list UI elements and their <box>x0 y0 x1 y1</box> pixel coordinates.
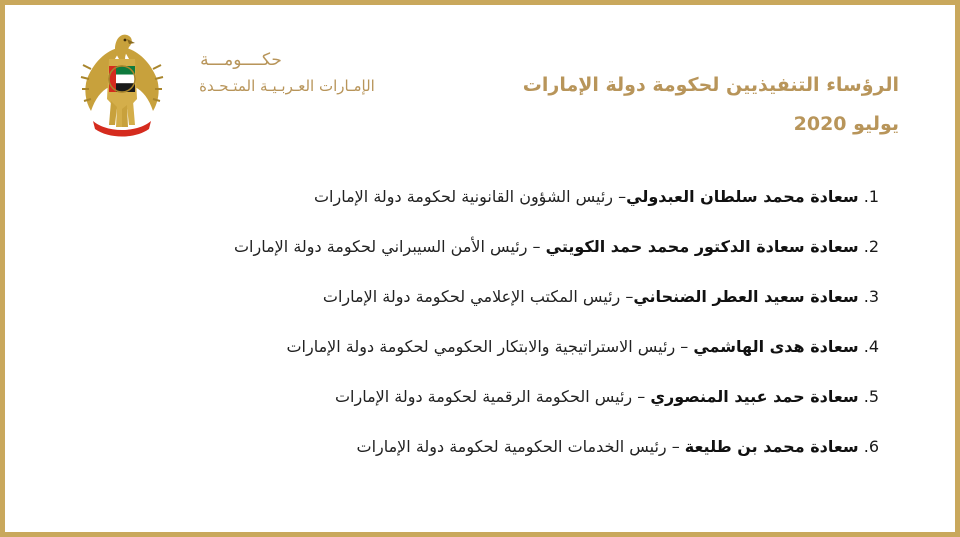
item-role: – رئيس الاستراتيجية والابتكار الحكومي لحكومة دولة الإمارات <box>286 337 694 356</box>
item-role: – رئيس المكتب الإعلامي لحكومة دولة الإمارات <box>322 287 634 306</box>
list-item <box>239 383 879 433</box>
item-number: 1. <box>863 187 879 206</box>
item-name: سعادة محمد بن طليعة <box>684 437 859 456</box>
item-role: – رئيس الخدمات الحكومية لحكومة دولة الإمارات <box>356 437 685 456</box>
list-item <box>239 183 879 233</box>
item-name: سعادة سعادة الدكتور محمد حمد الكويتي <box>545 237 859 256</box>
uae-emblem-falcon-icon <box>79 29 165 137</box>
item-number: 4. <box>863 337 879 356</box>
item-name: سعادة سعيد العطر الضنحاني <box>633 287 859 306</box>
list-item <box>239 283 879 333</box>
page-title: الرؤساء التنفيذيين لحكومة دولة الإمارات <box>522 74 899 96</box>
item-name: سعادة محمد سلطان العبدولي <box>626 187 859 206</box>
item-role: – رئيس الحكومة الرقمية لحكومة دولة الإمارات <box>334 387 651 406</box>
item-name: سعادة حمد عبيد المنصوري <box>650 387 859 406</box>
item-role: – رئيس الشؤون القانونية لحكومة دولة الإمارات <box>313 187 627 206</box>
item-role: – رئيس الأمن السيبراني لحكومة دولة الإمارات <box>233 237 546 256</box>
government-logotype <box>179 49 399 109</box>
gov-logotype-line2: الإمـارات العـربـيـة المتـحـدة <box>199 77 375 95</box>
executives-list <box>233 183 879 483</box>
gov-logotype-line1: حكــــومـــة <box>200 50 282 70</box>
item-number: 2. <box>863 237 879 256</box>
list-item <box>239 433 879 483</box>
list-item <box>239 333 879 383</box>
item-name: سعادة هدى الهاشمي <box>693 337 859 356</box>
list-item <box>233 233 879 283</box>
page-date: يوليو 2020 <box>793 113 899 135</box>
item-number: 5. <box>863 387 879 406</box>
item-number: 3. <box>863 287 879 306</box>
item-number: 6. <box>863 437 879 456</box>
